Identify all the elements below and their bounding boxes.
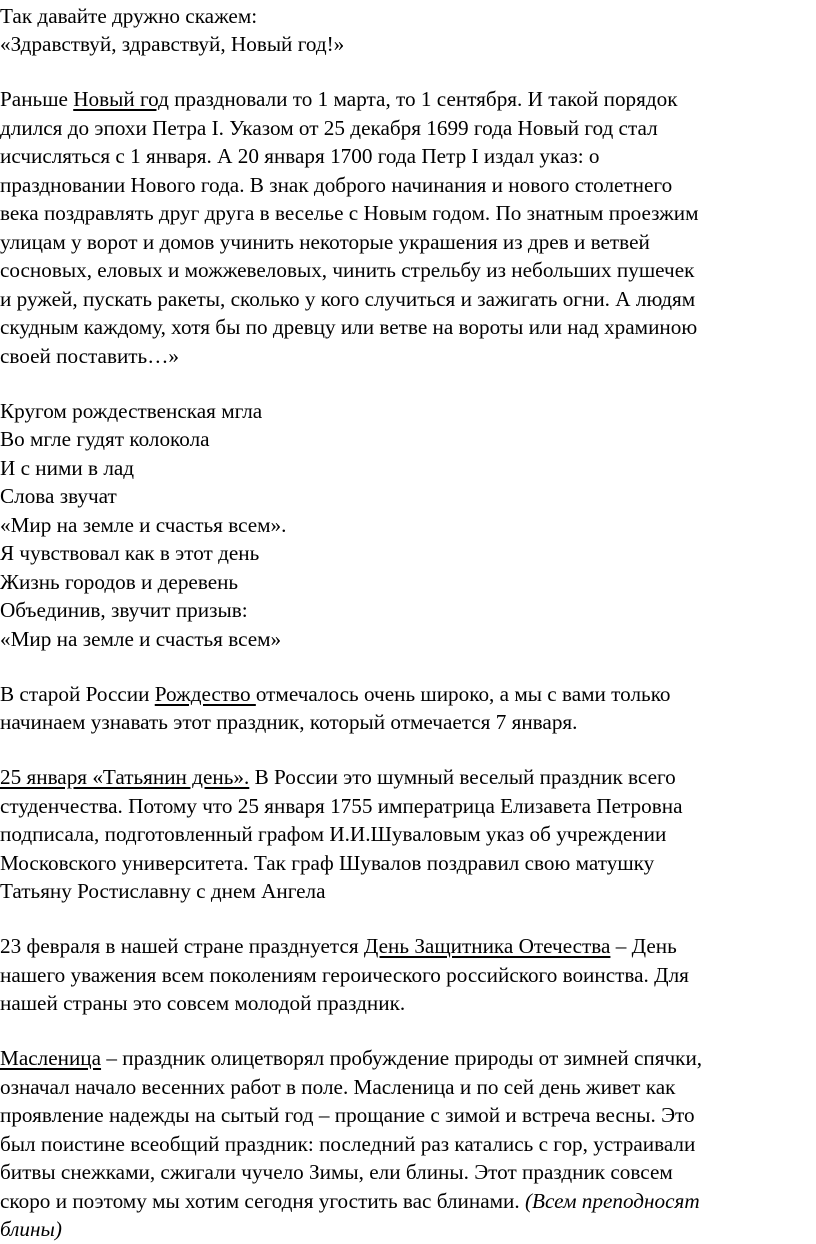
poem-line-5: «Мир на земле и счастья всем».: [0, 513, 287, 537]
paragraph-1-line-9: скудным каждому, хотя бы по древцу или ветве на вороты или над храминою: [0, 315, 698, 339]
paragraph-3-line-3: подписала, подготовленный графом И.И.Шуваловым указ об учреждении: [0, 822, 667, 846]
p1-prefix: Раньше: [0, 87, 74, 111]
poem-line-1: Кругом рождественская мгла: [0, 399, 263, 423]
maslenitsa-link[interactable]: Масленица: [0, 1046, 102, 1070]
new-year-link[interactable]: Новый год: [73, 87, 169, 111]
paragraph-1-line-1: [0, 85, 678, 114]
paragraph-5-line-2: означал начало весенних работ в поле. Масленица и по сей день живет как: [0, 1075, 676, 1099]
paragraph-5-line-3: проявление надежды на сытый год – прощание с зимой и встреча весны. Это: [0, 1103, 695, 1127]
p4-prefix: 23 февраля в нашей стране празднуется: [0, 934, 364, 958]
paragraph-5-line-4: был поистине всеобщий праздник: последний раз катались с гор, устраивали: [0, 1132, 696, 1156]
paragraph-3-line-2: студенчества. Потому что 25 января 1755 императрица Елизавета Петровна: [0, 794, 683, 818]
paragraph-1-line-10: своей поставить…»: [0, 344, 179, 368]
paragraph-4-line-1: [0, 932, 677, 961]
p5-rest: – праздник олицетворял пробуждение природы от зимней спячки,: [101, 1046, 703, 1070]
poem-line-7: Жизнь городов и деревень: [0, 570, 239, 594]
intro-line-1: Так давайте дружно скажем:: [0, 4, 258, 28]
poem-line-4: Слова звучат: [0, 484, 117, 508]
paragraph-1-line-3: исчисляться с 1 января. А 20 января 1700 года Петр I издал указ: о: [0, 144, 600, 168]
p2-prefix: В старой России: [0, 682, 155, 706]
tatiana-day-link[interactable]: 25 января «Татьянин день».: [0, 765, 250, 789]
p2-rest: отмечалось очень широко, а мы с вами только: [255, 682, 671, 706]
paragraph-5-line-1: [0, 1044, 702, 1073]
paragraph-1-line-5: века поздравлять друг друга в веселье с Новым годом. По знатным проезжим: [0, 201, 699, 225]
christmas-link[interactable]: Рождество: [154, 682, 256, 706]
paragraph-4-line-3: нашей страны это совсем молодой праздник.: [0, 991, 406, 1015]
p4-rest: – День: [610, 934, 677, 958]
p1-rest: праздновали то 1 марта, то 1 сентября. И такой порядок: [168, 87, 678, 111]
paragraph-5-line-7: блины): [0, 1217, 62, 1241]
paragraph-2-line-2: начинаем узнавать этот праздник, который отмечается 7 января.: [0, 710, 578, 734]
defender-day-link[interactable]: День Защитника Отечества: [363, 934, 611, 958]
paragraph-5-line-6: [0, 1187, 700, 1216]
intro-line-2: «Здравствуй, здравствуй, Новый год!»: [0, 32, 345, 56]
paragraph-1-line-8: и ружей, пускать ракеты, сколько у кого случиться и зажигать огни. А людям: [0, 287, 696, 311]
poem-line-6: Я чувствовал как в этот день: [0, 541, 260, 565]
paragraph-3-line-5: Татьяну Ростиславну с днем Ангела: [0, 879, 326, 903]
paragraph-3-line-1: [0, 763, 676, 792]
paragraph-4-line-2: нашего уважения всем поколениям героического российского воинства. Для: [0, 963, 689, 987]
paragraph-3-line-4: Московского университета. Так граф Шувалов поздравил свою матушку: [0, 851, 655, 875]
stage-direction: (Всем преподносят: [524, 1189, 700, 1213]
paragraph-1-line-6: улицам у ворот и домов учинить некоторые украшения из древ и ветвей: [0, 230, 650, 254]
poem-line-3: И с ними в лад: [0, 456, 135, 480]
paragraph-2-line-1: [0, 680, 671, 709]
paragraph-5-line-5: битвы снежками, сжигали чучело Зимы, ели блины. Этот праздник совсем: [0, 1160, 673, 1184]
paragraph-1-line-4: праздновании Нового года. В знак доброго начинания и нового столетнего: [0, 173, 673, 197]
p3-rest: В России это шумный веселый праздник всего: [249, 765, 676, 789]
poem-line-8: Объединив, звучит призыв:: [0, 598, 248, 622]
paragraph-1-line-2: длился до эпохи Петра I. Указом от 25 декабря 1699 года Новый год стал: [0, 116, 658, 140]
poem-line-9: «Мир на земле и счастья всем»: [0, 627, 282, 651]
p5-line-6-text: скоро и поэтому мы хотим сегодня угостить вас блинами.: [0, 1189, 525, 1213]
paragraph-1-line-7: сосновых, еловых и можжевеловых, чинить стрельбу из небольших пушечек: [0, 258, 695, 282]
poem-line-2: Во мгле гудят колокола: [0, 427, 210, 451]
